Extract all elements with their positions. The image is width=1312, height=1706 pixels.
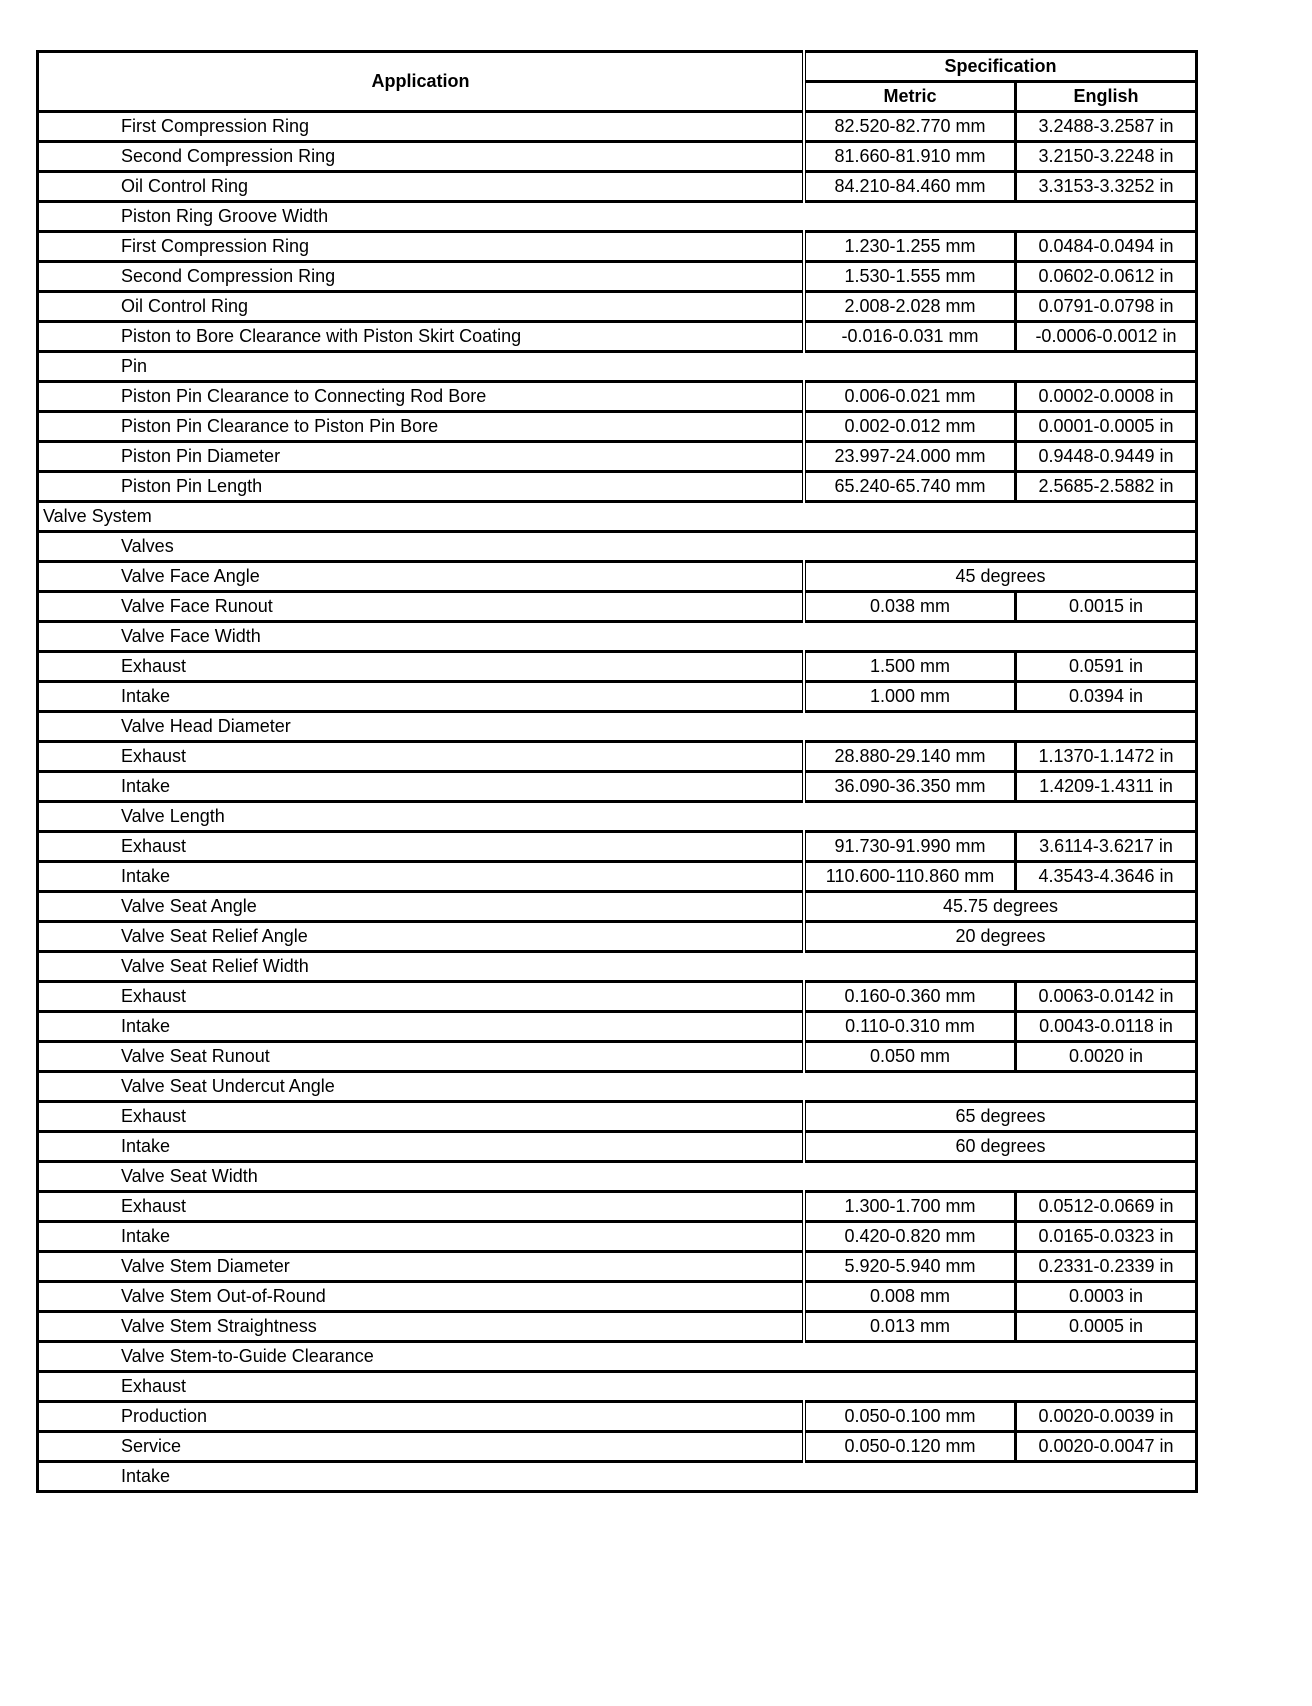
table-row — [38, 892, 1197, 922]
metric-value: -0.016-0.031 mm — [804, 322, 1016, 352]
english-value: 0.0020-0.0047 in — [1016, 1432, 1197, 1462]
header-metric: Metric — [804, 82, 1016, 112]
table-row — [38, 952, 1197, 982]
english-value: 0.2331-0.2339 in — [1016, 1252, 1197, 1282]
metric-value: 36.090-36.350 mm — [804, 772, 1016, 802]
table-row — [38, 1042, 1197, 1072]
table-row — [38, 1252, 1197, 1282]
english-value: 0.0512-0.0669 in — [1016, 1192, 1197, 1222]
table-row — [38, 682, 1197, 712]
metric-value: 5.920-5.940 mm — [804, 1252, 1016, 1282]
table-row — [38, 1132, 1197, 1162]
spec-value: 45 degrees — [804, 562, 1197, 592]
english-value: 4.3543-4.3646 in — [1016, 862, 1197, 892]
row-label: Valve Stem Out-of-Round — [38, 1282, 805, 1312]
row-label: Intake — [38, 1222, 805, 1252]
table-row — [38, 382, 1197, 412]
metric-value: 1.500 mm — [804, 652, 1016, 682]
metric-value: 0.050-0.100 mm — [804, 1402, 1016, 1432]
row-label: Valve Face Runout — [38, 592, 805, 622]
specification-table — [36, 50, 1198, 1493]
group-label: Valves — [38, 532, 1197, 562]
table-row — [38, 772, 1197, 802]
table-row — [38, 1012, 1197, 1042]
table-row — [38, 532, 1197, 562]
metric-value: 1.530-1.555 mm — [804, 262, 1016, 292]
table-row — [38, 112, 1197, 142]
english-value: 3.3153-3.3252 in — [1016, 172, 1197, 202]
metric-value: 91.730-91.990 mm — [804, 832, 1016, 862]
metric-value: 65.240-65.740 mm — [804, 472, 1016, 502]
table-row — [38, 1192, 1197, 1222]
table-row — [38, 292, 1197, 322]
group-label: Valve Seat Width — [38, 1162, 1197, 1192]
row-label: Valve Seat Angle — [38, 892, 805, 922]
table-row — [38, 562, 1197, 592]
row-label: First Compression Ring — [38, 112, 805, 142]
row-label: Piston Pin Length — [38, 472, 805, 502]
metric-value: 110.600-110.860 mm — [804, 862, 1016, 892]
table-row — [38, 592, 1197, 622]
row-label: Intake — [38, 772, 805, 802]
english-value: 0.0003 in — [1016, 1282, 1197, 1312]
row-label: Intake — [38, 682, 805, 712]
row-label: Exhaust — [38, 832, 805, 862]
table-row — [38, 442, 1197, 472]
table-row — [38, 1462, 1197, 1492]
header-application: Application — [38, 52, 805, 112]
row-label: Piston Pin Diameter — [38, 442, 805, 472]
group-label: Valve Face Width — [38, 622, 1197, 652]
table-row — [38, 1372, 1197, 1402]
metric-value: 2.008-2.028 mm — [804, 292, 1016, 322]
metric-value: 0.038 mm — [804, 592, 1016, 622]
english-value: 0.0591 in — [1016, 652, 1197, 682]
group-label: Valve Seat Undercut Angle — [38, 1072, 1197, 1102]
english-value: 0.0015 in — [1016, 592, 1197, 622]
spec-value: 60 degrees — [804, 1132, 1197, 1162]
row-label: First Compression Ring — [38, 232, 805, 262]
table-row — [38, 982, 1197, 1012]
spec-value: 45.75 degrees — [804, 892, 1197, 922]
spec-value: 20 degrees — [804, 922, 1197, 952]
english-value: 0.0791-0.0798 in — [1016, 292, 1197, 322]
metric-value: 23.997-24.000 mm — [804, 442, 1016, 472]
row-label: Production — [38, 1402, 805, 1432]
table-row — [38, 1432, 1197, 1462]
metric-value: 1.230-1.255 mm — [804, 232, 1016, 262]
english-value: 0.0002-0.0008 in — [1016, 382, 1197, 412]
table-row — [38, 922, 1197, 952]
table-row — [38, 202, 1197, 232]
english-value: 0.0001-0.0005 in — [1016, 412, 1197, 442]
row-label: Piston Pin Clearance to Connecting Rod Bore — [38, 382, 805, 412]
group-label: Valve Length — [38, 802, 1197, 832]
english-value: 0.0020 in — [1016, 1042, 1197, 1072]
metric-value: 0.013 mm — [804, 1312, 1016, 1342]
row-label: Piston to Bore Clearance with Piston Skirt Coating — [38, 322, 805, 352]
group-label: Valve Stem-to-Guide Clearance — [38, 1342, 1197, 1372]
row-label: Second Compression Ring — [38, 142, 805, 172]
row-label: Intake — [38, 1132, 805, 1162]
table-row — [38, 1162, 1197, 1192]
table-row — [38, 712, 1197, 742]
group-label: Exhaust — [38, 1372, 1197, 1402]
group-label: Pin — [38, 352, 1197, 382]
row-label: Intake — [38, 862, 805, 892]
metric-value: 0.050-0.120 mm — [804, 1432, 1016, 1462]
english-value: 2.5685-2.5882 in — [1016, 472, 1197, 502]
table-row — [38, 232, 1197, 262]
english-value: 1.1370-1.1472 in — [1016, 742, 1197, 772]
table-row — [38, 652, 1197, 682]
table-row — [38, 1102, 1197, 1132]
english-value: -0.0006-0.0012 in — [1016, 322, 1197, 352]
metric-value: 82.520-82.770 mm — [804, 112, 1016, 142]
english-value: 1.4209-1.4311 in — [1016, 772, 1197, 802]
english-value: 0.0043-0.0118 in — [1016, 1012, 1197, 1042]
english-value: 0.9448-0.9449 in — [1016, 442, 1197, 472]
metric-value: 1.000 mm — [804, 682, 1016, 712]
row-label: Valve Stem Straightness — [38, 1312, 805, 1342]
table-row — [38, 172, 1197, 202]
table-row — [38, 262, 1197, 292]
table-row — [38, 352, 1197, 382]
table-body — [38, 112, 1197, 1492]
metric-value: 0.006-0.021 mm — [804, 382, 1016, 412]
metric-value: 0.420-0.820 mm — [804, 1222, 1016, 1252]
row-label: Exhaust — [38, 742, 805, 772]
table-row — [38, 1312, 1197, 1342]
row-label: Intake — [38, 1012, 805, 1042]
table-row — [38, 1282, 1197, 1312]
table-row — [38, 1222, 1197, 1252]
english-value: 3.2488-3.2587 in — [1016, 112, 1197, 142]
english-value: 0.0394 in — [1016, 682, 1197, 712]
table-row — [38, 412, 1197, 442]
table-row — [38, 862, 1197, 892]
section-label: Valve System — [38, 502, 1197, 532]
metric-value: 0.050 mm — [804, 1042, 1016, 1072]
row-label: Exhaust — [38, 982, 805, 1012]
table-row — [38, 742, 1197, 772]
metric-value: 1.300-1.700 mm — [804, 1192, 1016, 1222]
row-label: Oil Control Ring — [38, 172, 805, 202]
english-value: 0.0165-0.0323 in — [1016, 1222, 1197, 1252]
metric-value: 0.110-0.310 mm — [804, 1012, 1016, 1042]
table-row — [38, 1072, 1197, 1102]
row-label: Exhaust — [38, 1102, 805, 1132]
table-row — [38, 1402, 1197, 1432]
header-english: English — [1016, 82, 1197, 112]
table-row — [38, 472, 1197, 502]
table-row — [38, 322, 1197, 352]
english-value: 3.2150-3.2248 in — [1016, 142, 1197, 172]
spec-value: 65 degrees — [804, 1102, 1197, 1132]
row-label: Valve Stem Diameter — [38, 1252, 805, 1282]
row-label: Valve Seat Runout — [38, 1042, 805, 1072]
row-label: Second Compression Ring — [38, 262, 805, 292]
metric-value: 0.160-0.360 mm — [804, 982, 1016, 1012]
row-label: Valve Seat Relief Angle — [38, 922, 805, 952]
metric-value: 84.210-84.460 mm — [804, 172, 1016, 202]
table-row — [38, 1342, 1197, 1372]
metric-value: 0.002-0.012 mm — [804, 412, 1016, 442]
row-label: Valve Face Angle — [38, 562, 805, 592]
header-specification: Specification — [804, 52, 1197, 82]
section-row — [38, 502, 1197, 532]
table-row — [38, 802, 1197, 832]
group-label: Valve Head Diameter — [38, 712, 1197, 742]
metric-value: 81.660-81.910 mm — [804, 142, 1016, 172]
metric-value: 28.880-29.140 mm — [804, 742, 1016, 772]
english-value: 0.0063-0.0142 in — [1016, 982, 1197, 1012]
table-row — [38, 142, 1197, 172]
group-label: Intake — [38, 1462, 1197, 1492]
table-row — [38, 622, 1197, 652]
table-row — [38, 832, 1197, 862]
row-label: Exhaust — [38, 1192, 805, 1222]
english-value: 0.0602-0.0612 in — [1016, 262, 1197, 292]
group-label: Valve Seat Relief Width — [38, 952, 1197, 982]
group-label: Piston Ring Groove Width — [38, 202, 1197, 232]
row-label: Piston Pin Clearance to Piston Pin Bore — [38, 412, 805, 442]
english-value: 0.0484-0.0494 in — [1016, 232, 1197, 262]
row-label: Oil Control Ring — [38, 292, 805, 322]
metric-value: 0.008 mm — [804, 1282, 1016, 1312]
english-value: 3.6114-3.6217 in — [1016, 832, 1197, 862]
english-value: 0.0020-0.0039 in — [1016, 1402, 1197, 1432]
english-value: 0.0005 in — [1016, 1312, 1197, 1342]
row-label: Service — [38, 1432, 805, 1462]
row-label: Exhaust — [38, 652, 805, 682]
